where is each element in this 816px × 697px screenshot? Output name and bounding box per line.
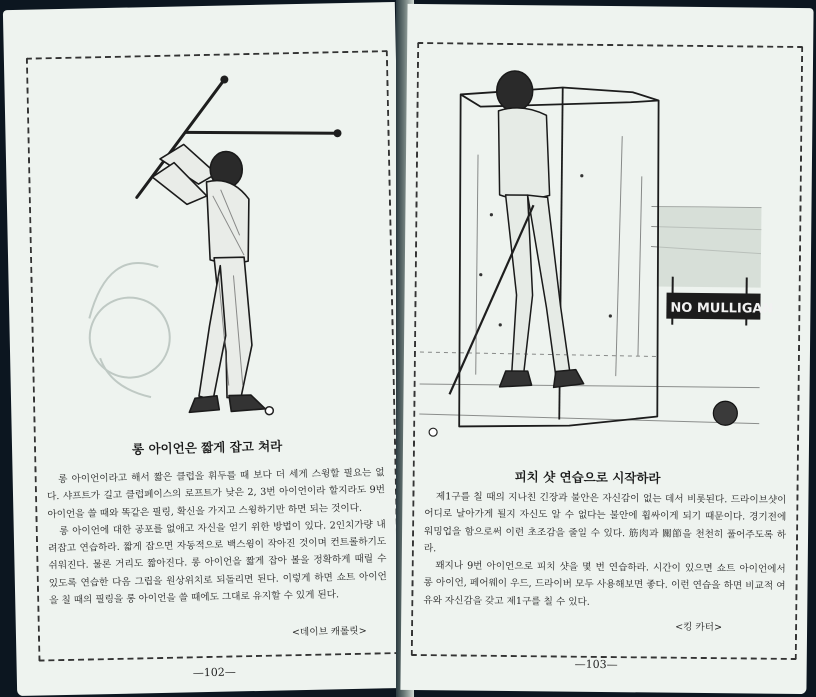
right-page [400,4,813,694]
golfer-backswing-illustration [64,63,351,429]
right-page-number: —103— [574,657,618,672]
left-paragraph-1: 롱 아이언이라고 해서 짧은 클럽을 휘두를 때 보다 더 세게 스윙할 필요는 없다. 샤프트가 길고 클럽페이스의 로프트가 낮은 2, 3번 아이언이라 할지라도 9번 아이언을 쓸 때와 똑같은 필링, 확신을 가지고 스윙하기만 하면 되는 것이다. [46,467,386,520]
left-page-body [47,464,388,609]
right-page-title: 피치 샷 연습으로 시작하라 [514,469,661,486]
left-page-title: 롱 아이언은 짧게 잡고 쳐라 [131,438,283,457]
no-mulligan-sign: NO MULLIGAN [670,300,774,317]
left-paragraph-2: 롱 아이언에 대한 공포를 없애고 자신을 얻기 위한 방법이 있다. 2인치가량 내려잡고 연습하라. 짧게 잡으면 자동적으로 백스윙이 작아진 것이며 컨트롤하기도 쉬워진다. 물론 거리도 짧아진다. 롱 아이언을 짧게 잡아 볼을 정확하게 때릴 수 있도록 연습한 다음 그립을 원상위치로 되돌리면 된다. 이렇게 하면 쇼트 아이언을 칠 때의 필링을 롱 아이언을 쓸 때에도 그대로 유지할 수 있게 된다. [48,519,387,607]
golfer-ice-block-illustration [419,54,774,458]
left-page [3,2,409,696]
right-page-credit: <킹 카터> [675,621,723,634]
right-paragraph-1: 제1구를 칠 때의 지나친 긴장과 불안은 자신감이 없는 데서 비롯된다. 드라이브샷이 어디로 날아가게 될지 자신도 알 수 없다는 불안에 휩싸이게 되기 때문이다. 경기전에 워밍업을 함으로써 이런 초조감을 줄일 수 있다. 筋肉과 關節을 천천히 풀어주도록 하라. [423,491,787,555]
right-page-body [423,488,786,613]
left-page-number: —102— [192,665,236,680]
right-paragraph-2: 꽤지나 9번 아이언으로 피치 샷을 몇 번 연습하라. 시간이 있으면 쇼트 아이언에서 롱 아이언, 페어웨이 우드, 드라이버 모두 사용해보면 좋다. 이런 연습을 하면 비교적 여유와 자신감을 갖고 제1구를 칠 수 있다. [423,560,786,608]
left-page-credit: <데이브 캐롤릿> [291,625,367,639]
